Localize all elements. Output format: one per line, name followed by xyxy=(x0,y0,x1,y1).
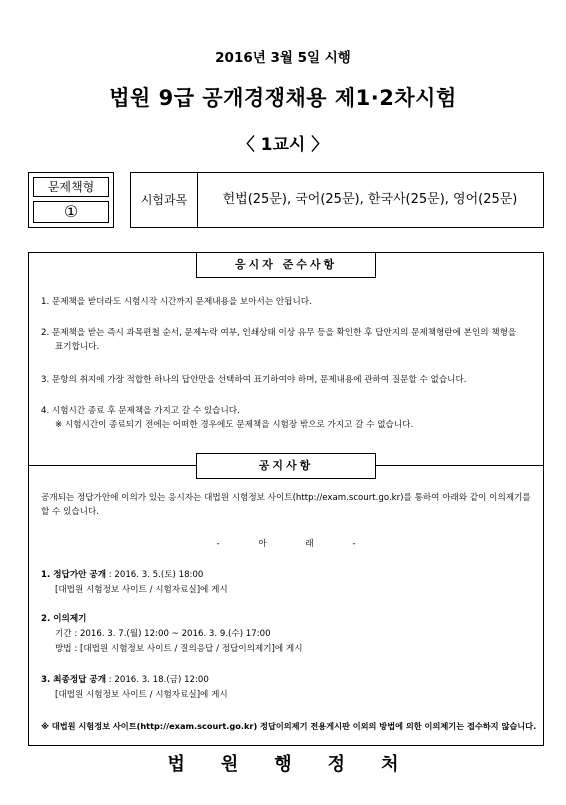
issuer-name: 법원행정처 xyxy=(167,754,435,775)
announcement-separator: - 아 래 - xyxy=(216,539,356,549)
objection-period: 기간 : 2016. 3. 7.(월) 12:00 ~ 2016. 3. 9.(수) 17:00 xyxy=(55,629,271,639)
subjects-label: 시험과목 xyxy=(131,173,198,227)
item-date: : 2016. 3. 5.(토) 18:00 xyxy=(106,570,204,580)
rule-note: ※ 시험시간이 종료되기 전에는 어떠한 경우에도 문제책을 시험장 밖으로 가지고 갈 수 없습니다. xyxy=(55,420,414,430)
notice-panel xyxy=(28,252,544,746)
objection-method: 방법 : [대법원 시험정보 사이트 / 질의응답 / 정답이의제기]에 게시 xyxy=(55,644,303,654)
booklet-type-number: ① xyxy=(33,201,109,223)
rule-item: 2. 문제책을 받는 즉시 과목편철 순서, 문제누락 여부, 인쇄상태 이상 유무 등을 확인한 후 답안지의 문제책형란에 본인의 책형을 xyxy=(41,328,517,338)
announcement-intro: 공개되는 정답가안에 이의가 있는 응시자는 대법원 시험정보 사이트(http://exam.scourt.go.kr)를 통하여 아래와 같이 이의제기를 xyxy=(41,493,531,503)
item-place: [대법원 시험정보 사이트 / 시험자료실]에 게시 xyxy=(55,690,228,700)
item-title: 1. 정답가안 공개 xyxy=(41,570,107,580)
exam-date: 2016년 3월 5일 시행 xyxy=(215,50,351,66)
rule-item: 1. 문제책을 받더라도 시험시작 시간까지 문제내용을 보아서는 안됩니다. xyxy=(41,297,312,307)
item-title: 3. 최종정답 공개 xyxy=(41,675,107,685)
announcement-footnote: ※ 대법원 시험정보 사이트(http://exam.scourt.go.kr) 정답이의제기 전용게시판 이외의 방법에 의한 이의제기는 접수하지 않습니다. xyxy=(41,721,537,731)
rule-item: 4. 시험시간 종료 후 문제책을 가지고 갈 수 있습니다. xyxy=(41,406,240,416)
item-place: [대법원 시험정보 사이트 / 시험자료실]에 게시 xyxy=(55,585,228,595)
notice-item-final-answer xyxy=(41,673,531,687)
rule-item: 3. 문항의 취지에 가장 적합한 하나의 답안만을 선택하여 표기하여야 하며, 문제내용에 관하여 질문할 수 없습니다. xyxy=(41,375,467,385)
exam-period: 〈 1교시 〉 xyxy=(237,135,329,155)
rule-item-continued: 표기합니다. xyxy=(55,342,100,352)
booklet-type-box xyxy=(28,172,114,228)
exam-title: 법원 9급 공개경쟁채용 제1·2차시험 xyxy=(109,86,457,110)
rules-heading: 응시자 준수사항 xyxy=(196,252,376,278)
notice-item-answer-release xyxy=(41,568,531,582)
announcement-intro-continued: 할 수 있습니다. xyxy=(41,507,100,517)
subjects-value: 헌법(25문), 국어(25문), 한국사(25문), 영어(25문) xyxy=(222,192,518,207)
notice-item-objection: 2. 이의제기 xyxy=(41,614,87,624)
item-date: : 2016. 3. 18.(금) 12:00 xyxy=(106,675,209,685)
announcement-heading: 공지사항 xyxy=(196,453,376,479)
subjects-box xyxy=(130,172,544,228)
booklet-type-label: 문제책형 xyxy=(33,177,109,197)
